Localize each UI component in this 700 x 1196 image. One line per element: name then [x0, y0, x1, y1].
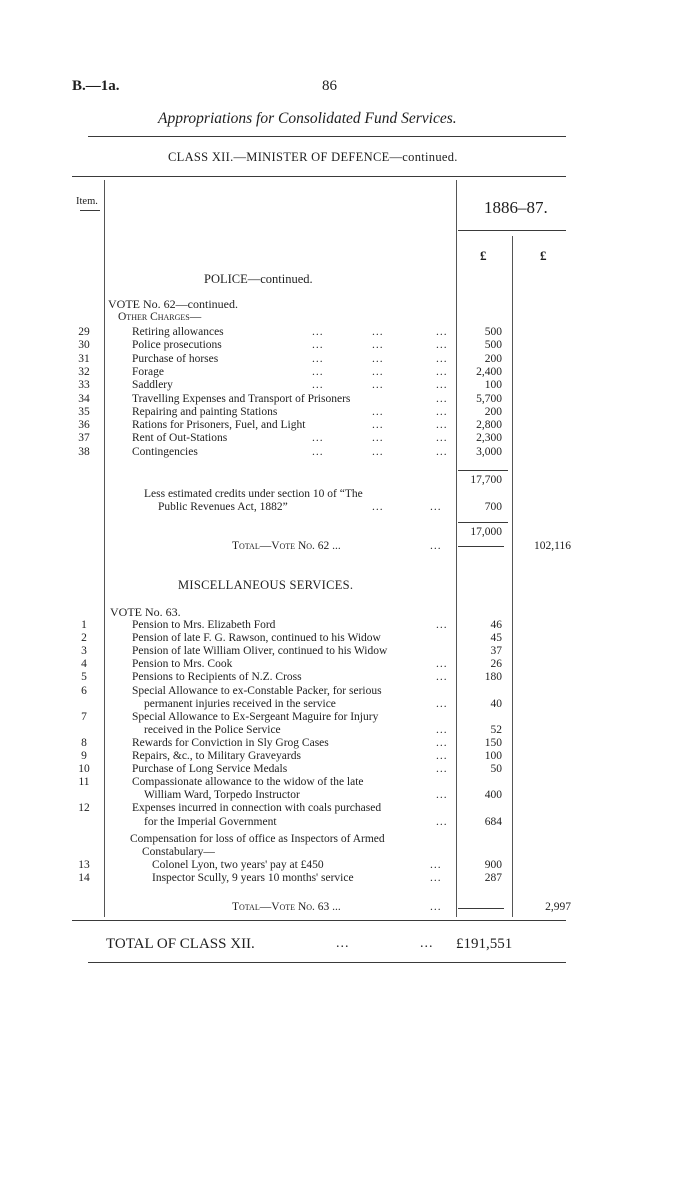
leader-dots: ...	[436, 697, 448, 710]
item-description: Purchase of horses	[132, 352, 219, 365]
item-amount: 40	[490, 697, 502, 710]
table-row	[0, 724, 700, 737]
class-total-label: TOTAL OF CLASS XII.	[106, 936, 255, 952]
table-row	[0, 379, 700, 392]
pound-right: £	[540, 248, 547, 263]
item-number: 3	[81, 645, 87, 658]
table-row	[0, 750, 700, 763]
item-amount: 180	[484, 671, 502, 684]
leader-dots: ...	[372, 379, 384, 392]
leader-dots: ...	[436, 789, 448, 802]
item-description: Retiring allowances	[132, 326, 224, 338]
table-row	[0, 326, 700, 339]
table-row	[0, 789, 700, 802]
table-row	[0, 671, 700, 684]
item-description: Repairing and painting Stations	[132, 405, 278, 418]
item-description: received in the Police Service	[144, 723, 281, 736]
item-description: Inspector Scully, 9 years 10 months' service	[152, 872, 354, 885]
leader-dots: ...	[436, 671, 448, 684]
table-row	[0, 393, 700, 406]
table-row	[0, 353, 700, 366]
year-underline	[458, 230, 566, 231]
leader-dots: ...	[312, 445, 324, 458]
item-description: Contingencies	[132, 445, 198, 458]
item-description: permanent injuries received in the service	[144, 697, 336, 710]
table-row	[0, 872, 700, 885]
item-amount: 200	[484, 352, 502, 365]
item-amount: 37	[490, 645, 502, 658]
class-total-dots-1: ...	[336, 936, 350, 951]
leader-dots: ...	[430, 872, 442, 885]
vote-62-total-dots: ...	[430, 540, 442, 552]
table-row	[0, 339, 700, 352]
compensation-line2: Constabulary—	[142, 846, 215, 858]
police-net: 17,000	[470, 526, 502, 538]
item-description: Saddlery	[132, 379, 173, 392]
item-amount: 684	[484, 815, 502, 828]
item-description: Forage	[132, 365, 164, 378]
item-amount: 287	[484, 872, 502, 885]
leader-dots: ...	[312, 432, 324, 445]
item-amount: 52	[490, 723, 502, 736]
leader-dots: ...	[372, 352, 384, 365]
police-net-rule	[458, 522, 508, 523]
leader-dots: ...	[436, 365, 448, 378]
police-net-underline	[458, 546, 504, 547]
class-total-amount: £191,551	[456, 936, 513, 952]
item-amount: 2,400	[476, 365, 502, 378]
leader-dots: ...	[372, 445, 384, 458]
page-number: 86	[322, 78, 337, 94]
item-number: 32	[78, 365, 90, 378]
table-row	[0, 366, 700, 379]
leader-dots: ...	[436, 763, 448, 776]
table-row	[0, 645, 700, 658]
less-credits-line1: Less estimated credits under section 10 of “The	[144, 488, 363, 500]
item-description: Rations for Prisoners, Fuel, and Light	[132, 419, 306, 432]
other-charges-label: Other Charges—	[118, 311, 202, 323]
table-row	[0, 776, 700, 789]
item-number: 34	[78, 392, 90, 405]
item-number: 11	[78, 776, 90, 789]
item-amount: 500	[484, 339, 502, 352]
item-amount: 45	[490, 632, 502, 645]
table-row	[0, 406, 700, 419]
leader-dots: ...	[372, 405, 384, 418]
vote-63-total-dots: ...	[430, 901, 442, 913]
table-row	[0, 432, 700, 445]
item-amount: 50	[490, 763, 502, 776]
item-amount: 2,800	[476, 419, 502, 432]
table-row	[0, 632, 700, 645]
item-description: Compassionate allowance to the widow of the late	[132, 776, 364, 789]
leader-dots: ...	[436, 736, 448, 749]
item-description: Special Allowance to ex-Constable Packer, for serious	[132, 684, 382, 697]
less-credits-dots-right: ...	[430, 501, 442, 513]
item-amount: 900	[484, 859, 502, 871]
class-total-top-rule	[72, 920, 566, 921]
table-row	[0, 816, 700, 829]
leader-dots: ...	[436, 723, 448, 736]
leader-dots: ...	[436, 445, 448, 458]
item-number: 31	[78, 352, 90, 365]
item-number: 9	[81, 750, 87, 762]
item-number: 38	[78, 445, 90, 458]
leader-dots: ...	[430, 859, 442, 871]
item-number: 30	[78, 339, 90, 352]
leader-dots: ...	[436, 379, 448, 392]
leader-dots: ...	[436, 392, 448, 405]
item-description: Pensions to Recipients of N.Z. Cross	[132, 671, 302, 684]
item-amount: 200	[484, 405, 502, 418]
item-number: 33	[78, 379, 90, 392]
item-amount: 100	[484, 750, 502, 762]
title-rule	[88, 136, 566, 137]
item-amount: 2,300	[476, 432, 502, 445]
item-number: 7	[81, 710, 87, 723]
pound-left: £	[480, 248, 487, 263]
page-title: Appropriations for Consolidated Fund Services.	[158, 110, 457, 127]
table-row	[0, 859, 700, 872]
item-description: for the Imperial Government	[144, 815, 277, 828]
leader-dots: ...	[436, 339, 448, 352]
leader-dots: ...	[436, 419, 448, 432]
class-heading: CLASS XII.—MINISTER OF DEFENCE—continued.	[168, 150, 458, 164]
leader-dots: ...	[436, 326, 448, 338]
item-label-underline	[80, 210, 100, 211]
leader-dots: ...	[372, 339, 384, 352]
table-row	[0, 658, 700, 671]
item-number: 14	[78, 872, 90, 885]
leader-dots: ...	[372, 365, 384, 378]
vote-62-total-label: Total—Vote No. 62 ...	[232, 540, 341, 552]
item-description: Pension of late William Oliver, continued to his Widow	[132, 645, 388, 658]
table-row	[0, 802, 700, 815]
item-amount: 26	[490, 658, 502, 671]
less-credits-dots: ...	[372, 501, 384, 513]
item-number: 4	[81, 658, 87, 671]
item-number: 2	[81, 632, 87, 645]
vote-63-total: 2,997	[545, 901, 571, 913]
year-heading: 1886–87.	[484, 198, 548, 217]
item-number: 5	[81, 671, 87, 684]
item-number: 13	[78, 859, 90, 871]
table-row	[0, 619, 700, 632]
table-row	[0, 685, 700, 698]
leader-dots: ...	[436, 619, 448, 631]
leader-dots: ...	[372, 326, 384, 338]
table-row	[0, 698, 700, 711]
item-description: Purchase of Long Service Medals	[132, 763, 288, 776]
page-ref: B.—1a.	[72, 78, 120, 94]
table-row	[0, 419, 700, 432]
leader-dots: ...	[436, 750, 448, 762]
leader-dots: ...	[312, 365, 324, 378]
vote-63-total-label: Total—Vote No. 63 ...	[232, 901, 341, 913]
table-row	[0, 763, 700, 776]
leader-dots: ...	[436, 432, 448, 445]
item-description: William Ward, Torpedo Instructor	[144, 789, 300, 802]
leader-dots: ...	[372, 432, 384, 445]
item-amount: 3,000	[476, 445, 502, 458]
item-number: 6	[81, 684, 87, 697]
item-amount: 5,700	[476, 392, 502, 405]
compensation-line1: Compensation for loss of office as Inspectors of Armed	[130, 833, 385, 845]
item-number: 1	[81, 619, 87, 631]
less-credits-amount: 700	[484, 501, 502, 513]
table-row	[0, 737, 700, 750]
police-heading	[204, 272, 313, 287]
item-number: 29	[78, 326, 90, 338]
item-column-label: Item.	[76, 196, 98, 207]
item-description: Travelling Expenses and Transport of Prisoners	[132, 392, 351, 405]
item-number: 37	[78, 432, 90, 445]
table-row	[0, 446, 700, 459]
item-description: Rent of Out-Stations	[132, 432, 228, 445]
item-description: Special Allowance to Ex-Sergeant Maguire for Injury	[132, 710, 379, 723]
leader-dots: ...	[436, 405, 448, 418]
less-credits-line2: Public Revenues Act, 1882”	[158, 501, 288, 513]
item-description: Colonel Lyon, two years' pay at £450	[152, 859, 324, 871]
item-description: Rewards for Conviction in Sly Grog Cases	[132, 736, 329, 749]
item-description: Expenses incurred in connection with coals purchased	[132, 802, 382, 815]
misc-total-rule	[458, 908, 504, 909]
item-number: 10	[78, 763, 90, 776]
vote-62-label: VOTE No. 62—continued.	[108, 297, 238, 311]
leader-dots: ...	[312, 379, 324, 392]
item-amount: 46	[490, 619, 502, 631]
table-top-rule	[72, 176, 566, 177]
item-description: Pension of late F. G. Rawson, continued to his Widow	[132, 632, 381, 645]
misc-heading: MISCELLANEOUS SERVICES.	[178, 578, 354, 592]
item-description: Pension to Mrs. Elizabeth Ford	[132, 619, 276, 631]
item-description: Police prosecutions	[132, 339, 222, 352]
item-amount: 400	[484, 789, 502, 802]
police-subtotal-rule	[458, 470, 508, 471]
leader-dots: ...	[312, 352, 324, 365]
police-subtotal: 17,700	[470, 474, 502, 486]
item-number: 36	[78, 419, 90, 432]
leader-dots: ...	[436, 658, 448, 671]
item-description: Repairs, &c., to Military Graveyards	[132, 750, 301, 762]
class-total-bottom-rule	[88, 962, 566, 963]
item-description: Pension to Mrs. Cook	[132, 658, 233, 671]
leader-dots: ...	[436, 352, 448, 365]
vote-63-label: VOTE No. 63.	[110, 605, 181, 619]
leader-dots: ...	[312, 339, 324, 352]
item-number: 35	[78, 405, 90, 418]
police-heading-text: POLICE—continued.	[204, 272, 313, 286]
item-number: 12	[78, 802, 90, 815]
item-number: 8	[81, 736, 87, 749]
item-amount: 500	[484, 326, 502, 338]
leader-dots: ...	[436, 815, 448, 828]
class-total-dots-2: ...	[420, 936, 434, 951]
item-amount: 100	[484, 379, 502, 392]
vote-62-total: 102,116	[534, 540, 571, 552]
leader-dots: ...	[372, 419, 384, 432]
item-amount: 150	[484, 736, 502, 749]
leader-dots: ...	[312, 326, 324, 338]
table-row	[0, 711, 700, 724]
